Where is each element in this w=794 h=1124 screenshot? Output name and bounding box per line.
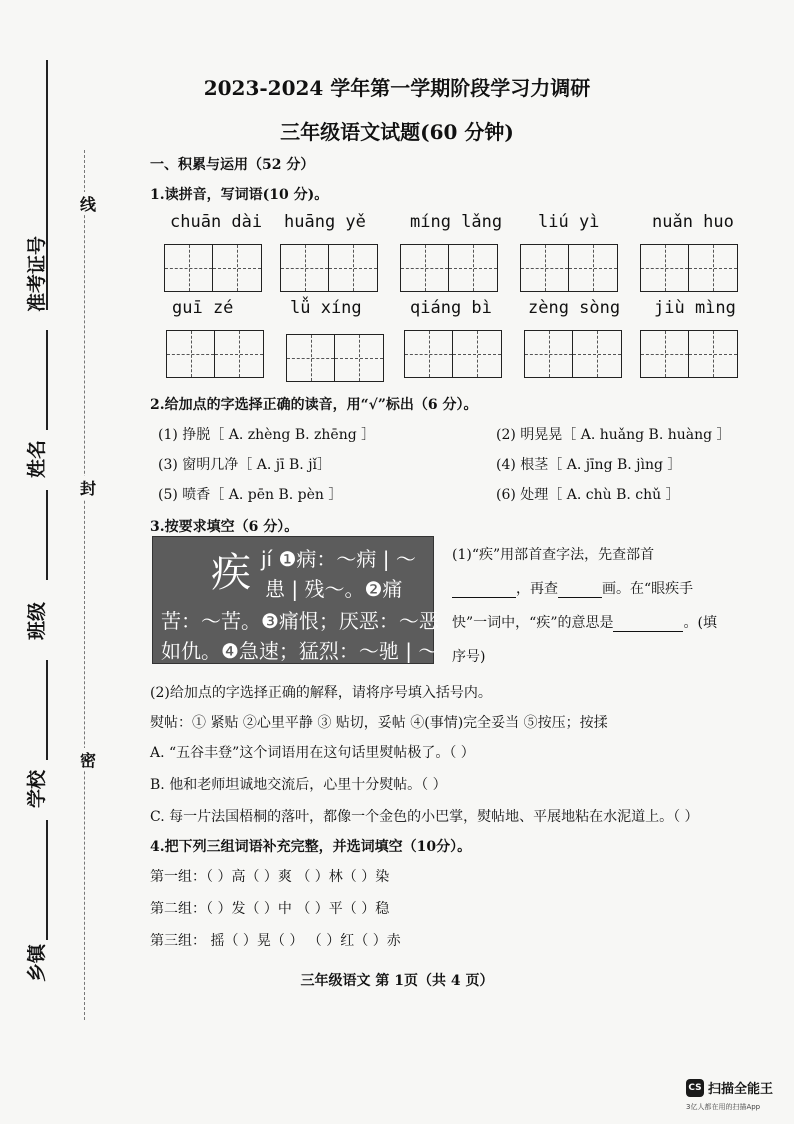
pinyin-9: zèng sòng xyxy=(528,298,621,318)
writing-grid[interactable] xyxy=(520,244,618,292)
seal-char-mi: 密 xyxy=(80,748,96,771)
writing-grid[interactable] xyxy=(164,244,262,292)
q2-item: (5) 喷香［ A. pēn B. pèn ］ xyxy=(158,487,343,503)
label-name: 姓名 xyxy=(26,439,48,478)
q3-title: 3.按要求填空（6 分）。 xyxy=(150,519,299,535)
pinyin-1: chuān dài xyxy=(170,212,263,232)
dict-line: 苦：～苦。❸痛恨；厌恶：～恶 xyxy=(161,609,439,633)
q2-item: (3) 窗明几净［ A. jī B. jǐ］ xyxy=(158,457,332,473)
seal-char-xian: 线 xyxy=(80,192,96,215)
q3-p1-text: ，再查 xyxy=(516,581,558,597)
answer-blank[interactable] xyxy=(452,581,516,598)
dictionary-entry-image xyxy=(152,536,439,664)
binding-line xyxy=(46,820,48,940)
dict-line: jí ❶病：～病 | ～ xyxy=(261,547,416,571)
q2-item: (1) 挣脱［ A. zhèng B. zhēng ］ xyxy=(158,427,376,443)
scanner-name: 扫描全能王 xyxy=(708,1082,774,1097)
seal-char-feng: 封 xyxy=(80,476,96,499)
pinyin-8: qiáng bì xyxy=(410,298,492,318)
writing-grid[interactable] xyxy=(640,330,738,378)
answer-blank[interactable] xyxy=(613,615,683,632)
writing-grid[interactable] xyxy=(400,244,498,292)
dict-line: 如仇。❹急速；猛烈：～驰 | ～ xyxy=(161,639,439,663)
q3-p2: (2)给加点的字选择正确的解释，请将序号填入括号内。 xyxy=(150,685,492,701)
camscanner-logo-icon: CS xyxy=(686,1079,704,1097)
q3-p1-text: 。(填 xyxy=(683,615,717,631)
q3-sentence-b: B. 他和老师坦诚地交流后，心里十分熨帖。（ ） xyxy=(150,777,447,793)
pinyin-5: nuǎn huo xyxy=(652,212,734,232)
writing-grid[interactable] xyxy=(524,330,622,378)
exam-subtitle: 三年级语文试题(60 分钟) xyxy=(280,120,514,144)
dict-headword: 疾 xyxy=(211,550,251,596)
pinyin-10: jiù mìng xyxy=(654,298,736,318)
scanner-watermark xyxy=(686,1078,773,1097)
label-town: 乡镇 xyxy=(26,943,48,982)
q4-title: 4.把下列三组词语补充完整，并选词填空（10分）。 xyxy=(150,839,472,855)
writing-grid[interactable] xyxy=(404,330,502,378)
q4-group-3: 第三组： 摇（ ）晃（ ） （ ）红（ ）赤 xyxy=(150,933,401,949)
q2-item: (2) 明晃晃［ A. huǎng B. huàng ］ xyxy=(496,427,731,443)
exam-title: 2023-2024 学年第一学期阶段学习力调研 xyxy=(203,76,591,100)
pinyin-6: guī zé xyxy=(172,298,234,318)
writing-grid[interactable] xyxy=(640,244,738,292)
binding-line xyxy=(46,660,48,760)
label-school: 学校 xyxy=(26,769,48,808)
q4-group-2: 第二组：（ ）发（ ）中 （ ）平（ ）稳 xyxy=(150,901,390,917)
q3-p1-text: 画。在“眼疾手 xyxy=(602,581,694,597)
label-exam-number: 准考证号 xyxy=(26,235,48,312)
pinyin-7: lǚ xíng xyxy=(290,298,362,318)
dict-line: 患 | 残～。❷痛 xyxy=(265,577,403,601)
q4-group-1: 第一组：（ ）高（ ）爽 （ ）林（ ）染 xyxy=(150,869,390,885)
q3-p1-text: 快”一词中，“疾”的意思是 xyxy=(452,615,614,631)
q3-p1-text: 序号) xyxy=(452,649,486,665)
q3-p1-line3 xyxy=(452,612,717,632)
pinyin-3: míng lǎng xyxy=(410,212,503,232)
scanner-tagline: 3亿人都在用的扫描App xyxy=(686,1103,761,1111)
q3-definitions: 熨帖：① 紧贴 ②心里平静 ③ 贴切，妥帖 ④(事情)完全妥当 ⑤按压；按揉 xyxy=(150,715,608,731)
writing-grid[interactable] xyxy=(280,244,378,292)
q1-title: 1.读拼音，写词语(10 分)。 xyxy=(150,187,329,203)
seal-dashed-line xyxy=(84,150,85,1020)
q2-title: 2.给加点的字选择正确的读音，用“√”标出（6 分）。 xyxy=(150,397,478,413)
pinyin-4: liú yì xyxy=(538,212,600,232)
label-class: 班级 xyxy=(26,601,48,640)
section1-title: 一、积累与运用（52 分） xyxy=(150,157,315,173)
writing-grid[interactable] xyxy=(166,330,264,378)
writing-grid[interactable] xyxy=(286,334,384,382)
q3-sentence-a: A. “五谷丰登”这个词语用在这句话里熨帖极了。（ ） xyxy=(150,745,475,761)
pinyin-2: huāng yě xyxy=(284,212,366,232)
page-footer: 三年级语文 第 1页（共 4 页） xyxy=(300,973,494,989)
q2-item: (4) 根茎［ A. jīng B. jìng ］ xyxy=(496,457,682,473)
q3-p1-line2 xyxy=(452,578,693,598)
binding-line xyxy=(46,490,48,580)
q3-p1: (1)“疾”用部首查字法，先查部首 xyxy=(452,547,655,563)
q3-sentence-c: C. 每一片法国梧桐的落叶，都像一个金色的小巴掌，熨帖地、平展地粘在水泥道上。（ ） xyxy=(150,809,699,825)
answer-blank[interactable] xyxy=(558,581,602,598)
q2-item: (6) 处理［ A. chù B. chǔ ］ xyxy=(496,487,680,503)
binding-line xyxy=(46,330,48,430)
